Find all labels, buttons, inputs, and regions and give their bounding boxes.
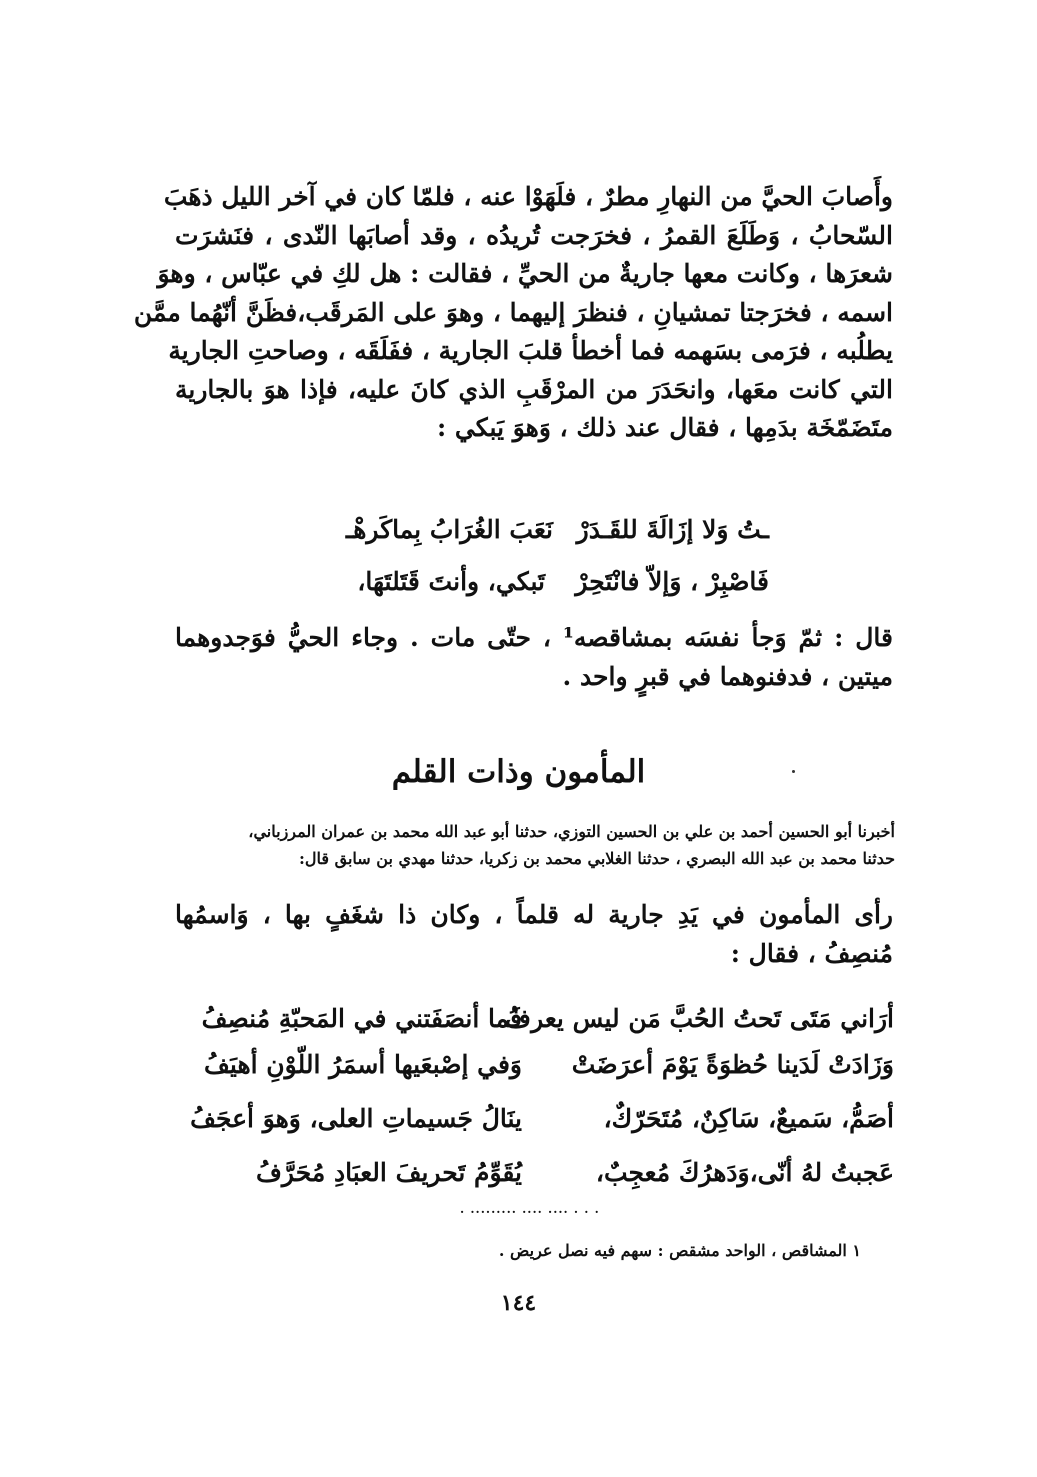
passage-line: التي كانت معَها، وانحَدَرَ من المرْقَبِ الذي كانَ عليه، فإذا هوَ بالجارية: [175, 374, 893, 404]
poem-hemistich-left: وَفي إصْبعَيها أسمَرُ اللّوْنِ أهيَفُ: [204, 1050, 522, 1079]
passage-line: شعرَها ، وكانت معها جاريةٌ من الحيِّ ، فقالت : هل لكِ في عبّاس ، وهوَ: [157, 259, 893, 288]
page-number: ١٤٤: [500, 1290, 537, 1316]
passage-line: وأَصابَ الحيَّ من النهارِ مطرٌ ، فلَهَوْا عنه ، فلمّا كان في آخر الليل ذهَبَ: [163, 182, 893, 211]
poem-hemistich-right: وَزَادَتْ لَدَينا حُظوَةً يَوْمَ أعرَضَتْ: [571, 1050, 894, 1079]
passage-line: قال : ثمّ وَجأ نفسَه بمشاقصه¹ ، حتّى مات . وجاء الحيُّ فوَجدوهما: [175, 623, 893, 652]
passage-line: ميتين ، فدفنوهما في قبرٍ واحد .: [562, 661, 893, 691]
omission-dots: . ......... .... .... . . .: [460, 1202, 600, 1216]
poem-verse: [172, 1150, 894, 1196]
passage-line: السّحابُ ، وَطَلَعَ القمرُ ، فخرَجت تُريدُه ، وقد أصابَها النّدى ، فنَشرَت: [175, 220, 893, 250]
passage-line: مُنصِفُ ، فقال :: [730, 938, 893, 968]
passage-line: يطلُبه ، فرَمى بسَهمه فما أخطأ قلبَ الجارية ، ففَلَقَه ، وصاحتِ الجارية: [168, 336, 893, 365]
verse-right-hemistich: نَعَبَ الغُرَابُ بِماكَرهْـ: [345, 515, 553, 544]
poem-hemistich-left: فَما أنصَفَتني في المَحبّةِ مُنصِفُ: [201, 1004, 522, 1033]
isnad-line: أخبرنا أبو الحسين أحمد بن علي بن الحسين التوزي، حدثنا أبو عبد الله محمد بن عمران المرزباني،: [248, 822, 895, 841]
story-passage: [133, 178, 893, 448]
verse-left-hemistich: ـتُ وَلا إزَالَةَ للقَـدَرْ: [576, 515, 769, 544]
chain-of-narration: [183, 818, 895, 872]
poem-hemistich-right: عَجبتُ لهُ أنّى،وَدَهرُكَ مُعجِبٌ،: [595, 1158, 894, 1187]
speck-mark: [792, 770, 795, 773]
verse-left-hemistich: فَاصْبِرْ ، وَإلاّ فانْتَحِرْ: [575, 567, 769, 596]
section-title: المأمون وذات القلم: [391, 754, 646, 790]
anecdote-intro: [175, 896, 893, 973]
story-conclusion: [175, 619, 893, 696]
poem-hemistich-left: ينَالُ جَسيماتِ العلى، وَهوَ أعجَفُ: [190, 1104, 522, 1133]
isnad-line: حدثنا محمد بن عبد الله البصري ، حدثنا الغلابي محمد بن زكريا، حدثنا مهدي بن سابق قال:: [299, 849, 895, 868]
poem-hemistich-left: يُقَوِّمُ تَحريفَ العبَادِ مُحَرَّفُ: [256, 1158, 522, 1187]
poem-verse: [172, 1042, 894, 1088]
passage-line: اسمه ، فخرَجتا تمشيانِ ، فنظرَ إليهما ، وهوَ على المَرقَب،فظَنَّ أنّهُما ممَّن: [133, 297, 893, 327]
poem-verse: [172, 996, 894, 1042]
verse-right-hemistich: تَبكي، وأنتَ قَتَلتَهَا،: [357, 567, 545, 596]
poem-hemistich-right: أرَاني مَتَى تَحتُ الحُبَّ مَن ليس يعرفُ: [505, 1004, 894, 1033]
poem-hemistich-right: أصَمُّ، سَميعٌ، سَاكِنٌ، مُتَحَرّكٌ،: [603, 1104, 894, 1133]
passage-line: متَضَمّخَة بدَمِها ، فقال عند ذلك ، وَهوَ يَبكي :: [436, 413, 893, 442]
footnote: ١ المشاقص ، الواحد مشقص : سهم فيه نصل عريض .: [498, 1241, 861, 1260]
poem-verse: [172, 1096, 894, 1142]
passage-line: رأى المأمون في يَدِ جارية له قلماً ، وكان ذا شغَفٍ بها ، وَاسمُها: [175, 900, 893, 929]
